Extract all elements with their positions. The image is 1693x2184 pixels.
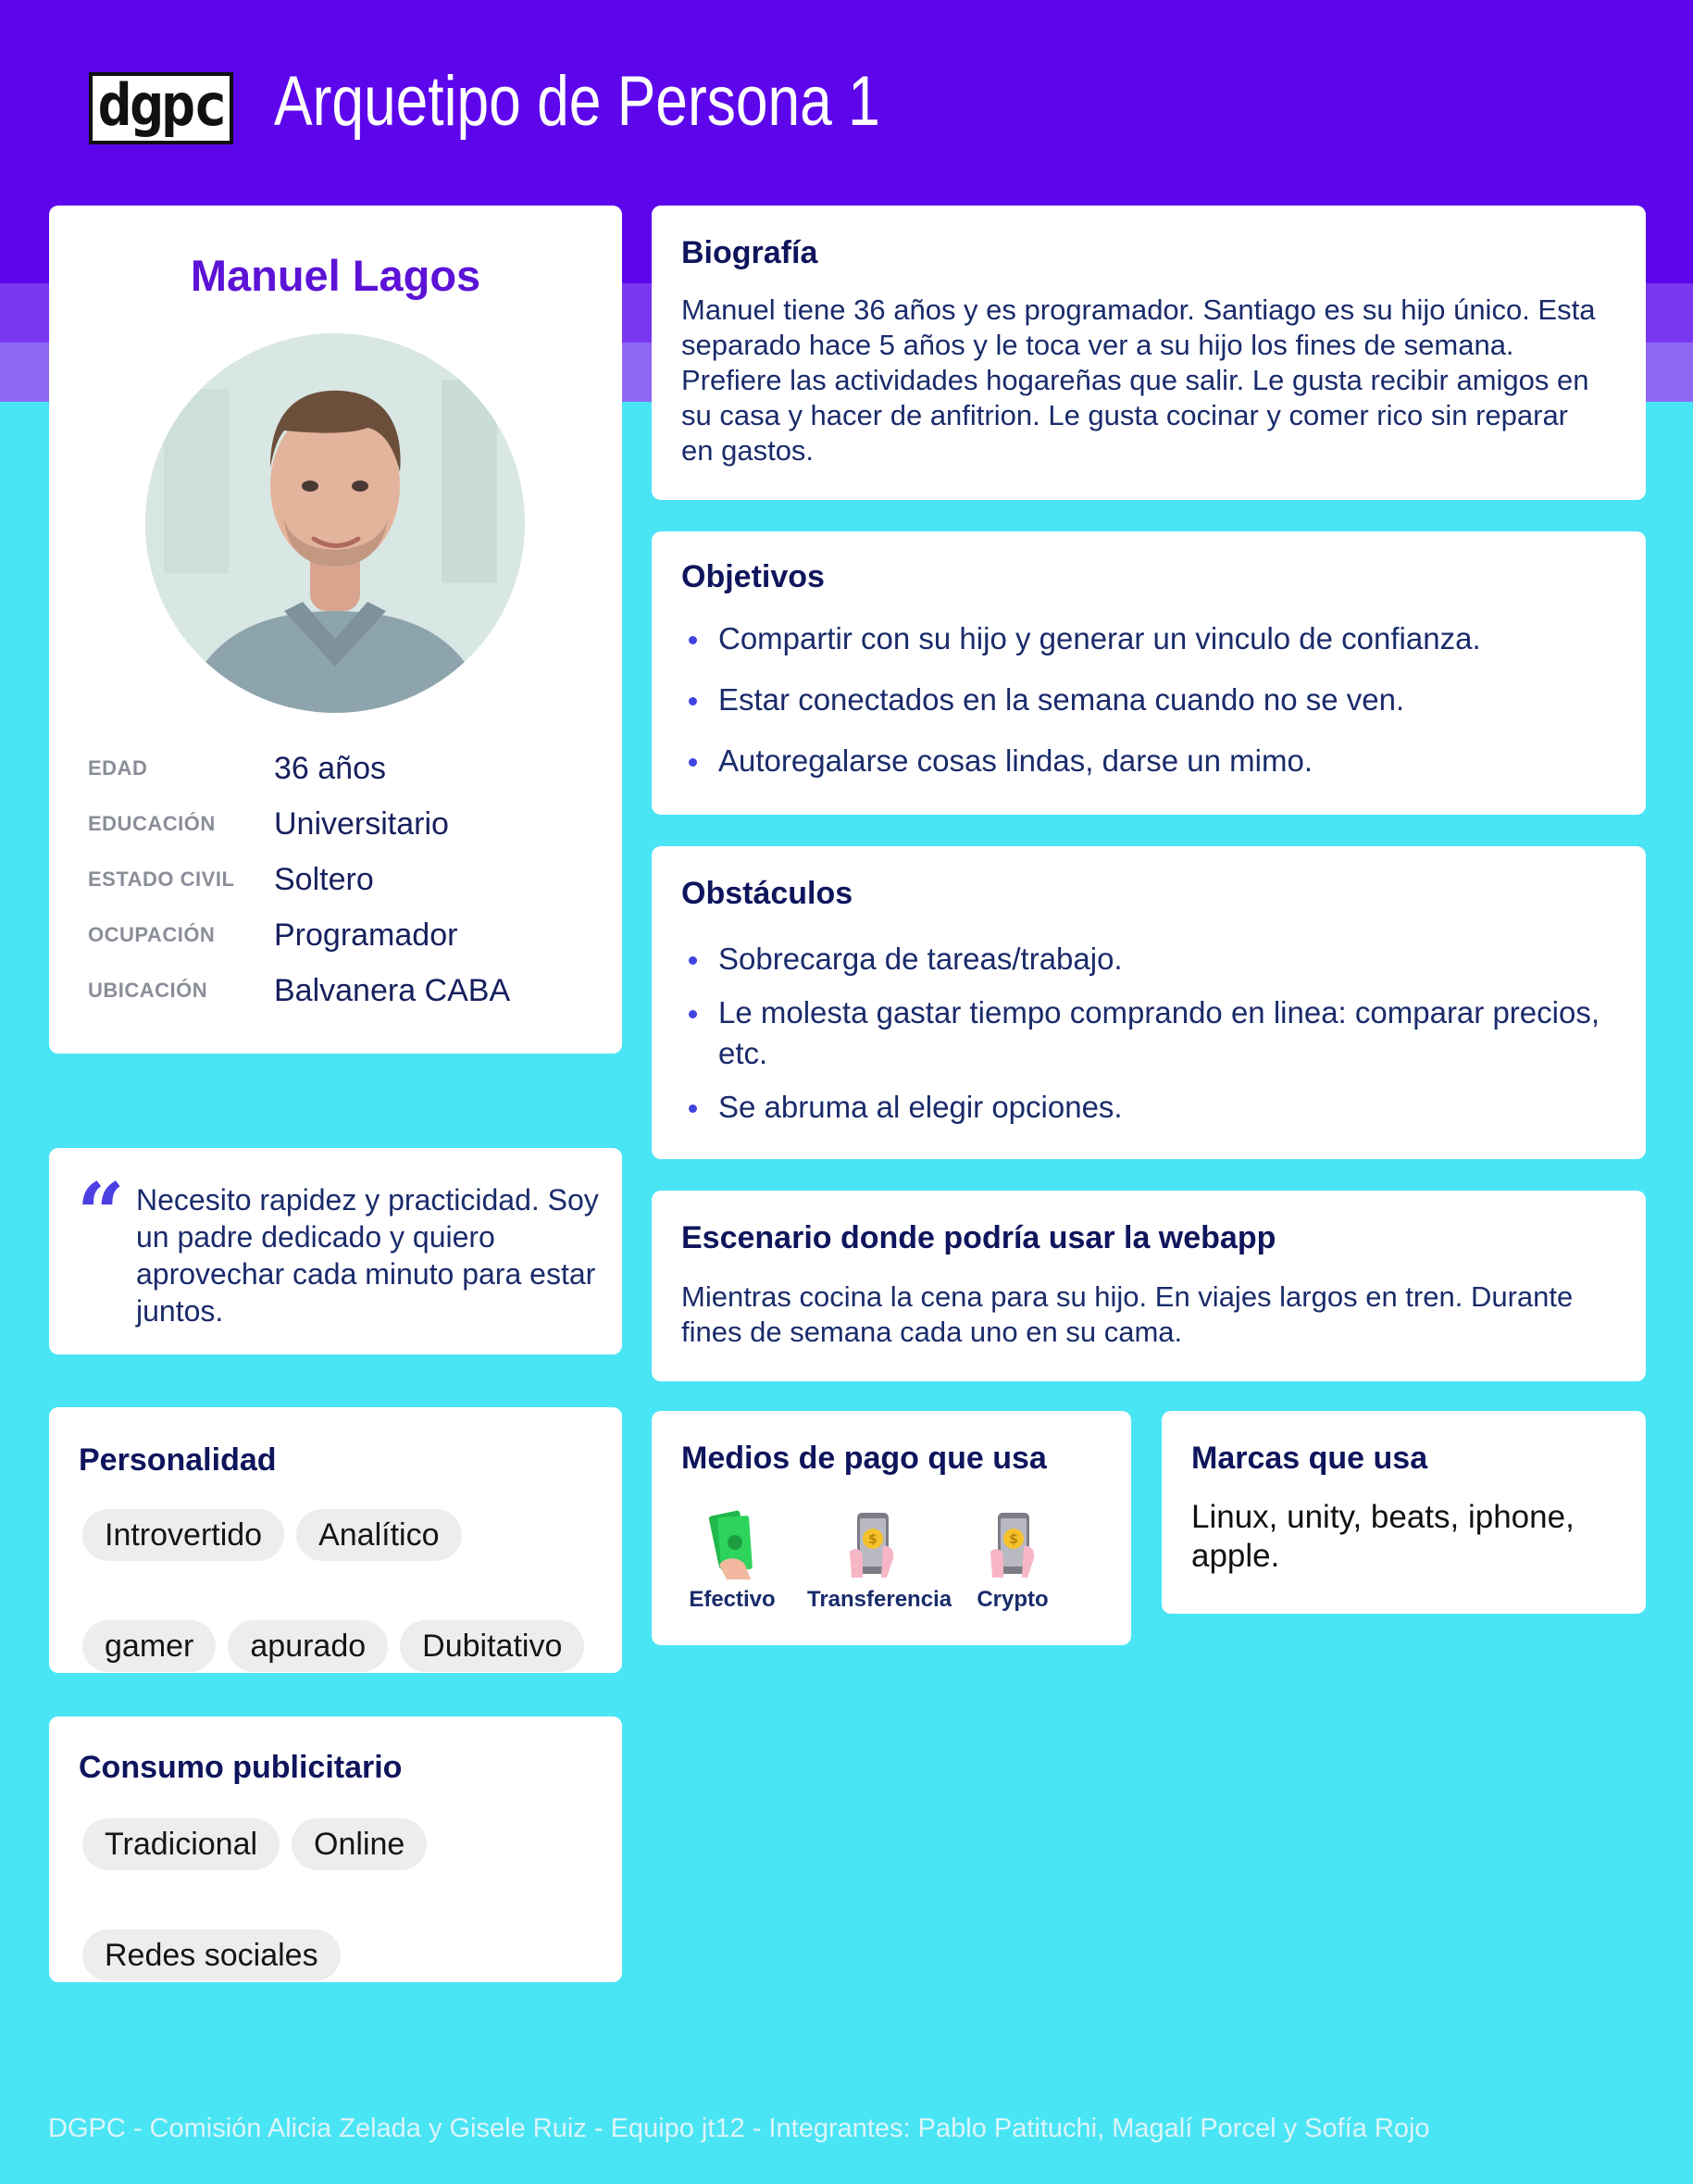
quote-icon: “ bbox=[77, 1165, 125, 1263]
biography-card bbox=[652, 206, 1646, 500]
list-item: Estar conectados en la semana cuando no se ven. bbox=[681, 680, 1625, 720]
detail-row-location bbox=[88, 963, 606, 1018]
svg-text:$: $ bbox=[868, 1532, 878, 1547]
phone-coin-icon bbox=[839, 1509, 905, 1583]
page-title: Arquetipo de Persona 1 bbox=[274, 62, 880, 141]
goals-list bbox=[681, 618, 1625, 802]
section-title: Obstáculos bbox=[681, 876, 853, 911]
detail-label: EDAD bbox=[88, 756, 148, 780]
cash-icon bbox=[699, 1509, 766, 1583]
section-title: Personalidad bbox=[79, 1442, 277, 1478]
payment-label: Transferencia bbox=[807, 1587, 952, 1612]
scenario-text: Mientras cocina la cena para su hijo. En viajes largos en tren. Durante fines de semana cada uno en su cama. bbox=[681, 1280, 1574, 1348]
footer-credits: DGPC - Comisión Alicia Zelada y Gisele Ruiz - Equipo jt12 - Integrantes: Pablo Patituchi, Magalí Porcel y Sofía Rojo bbox=[48, 2114, 1430, 2143]
section-title: Marcas que usa bbox=[1191, 1441, 1428, 1476]
section-title: Medios de pago que usa bbox=[681, 1441, 1047, 1476]
biography-text: Manuel tiene 36 años y es programador. Santiago es su hijo único. Esta separado hace 5 años y le toca ver a su hijo los fines de semana. Prefiere las actividades hogareñas que salir. Le gusta recibir amigos en su casa y hacer de anfitrion. Le gusta cocinar y comer rico sin reparar en gastos. bbox=[681, 293, 1596, 467]
svg-text:$: $ bbox=[1009, 1532, 1018, 1547]
obstacles-list bbox=[681, 939, 1625, 1141]
obstacles-card bbox=[652, 846, 1646, 1159]
tag: gamer bbox=[82, 1620, 216, 1672]
detail-row-occupation bbox=[88, 907, 606, 963]
detail-row-civil-status bbox=[88, 852, 606, 907]
tag: Dubitativo bbox=[400, 1620, 584, 1672]
tag: Analítico bbox=[296, 1509, 461, 1561]
detail-value: Soltero bbox=[274, 861, 374, 897]
detail-label: OCUPACIÓN bbox=[88, 923, 216, 946]
list-item: Autoregalarse cosas lindas, darse un mimo. bbox=[681, 741, 1625, 781]
scenario-card bbox=[652, 1191, 1646, 1381]
goals-card bbox=[652, 531, 1646, 815]
list-item: Compartir con su hijo y generar un vinculo de confianza. bbox=[681, 618, 1625, 659]
tag: Introvertido bbox=[82, 1509, 284, 1561]
brands-card bbox=[1162, 1411, 1646, 1614]
tag: Redes sociales bbox=[82, 1929, 341, 1981]
person-name: Manuel Lagos bbox=[190, 251, 481, 300]
detail-row-education bbox=[88, 796, 606, 852]
list-item: Sobrecarga de tareas/trabajo. bbox=[681, 939, 1625, 980]
dgpc-logo: dgpc bbox=[89, 72, 233, 144]
advertising-card bbox=[49, 1716, 622, 1982]
profile-photo bbox=[145, 333, 525, 713]
tag: Tradicional bbox=[82, 1818, 280, 1870]
payment-label: Crypto bbox=[977, 1587, 1049, 1612]
section-title: Consumo publicitario bbox=[79, 1750, 403, 1785]
detail-value: Universitario bbox=[274, 805, 449, 842]
quote-text: Necesito rapidez y practicidad. Soy un padre dedicado y quiero aprovechar cada minuto para estar juntos. bbox=[136, 1183, 599, 1328]
tag: apurado bbox=[228, 1620, 388, 1672]
personality-card bbox=[49, 1407, 622, 1673]
payment-label: Efectivo bbox=[689, 1587, 776, 1612]
detail-value: 36 años bbox=[274, 750, 386, 786]
detail-value: Programador bbox=[274, 917, 458, 953]
brands-text: Linux, unity, beats, iphone, apple. bbox=[1191, 1499, 1575, 1574]
list-item: Le molesta gastar tiempo comprando en linea: comparar precios, etc. bbox=[681, 992, 1625, 1074]
person-portrait-icon bbox=[145, 333, 525, 713]
payments-card bbox=[652, 1411, 1131, 1645]
phone-coin-icon bbox=[979, 1509, 1046, 1583]
section-title: Escenario donde podría usar la webapp bbox=[681, 1220, 1276, 1255]
tag-list bbox=[82, 1509, 601, 1672]
quote-card bbox=[49, 1148, 622, 1354]
profile-card bbox=[49, 206, 622, 1054]
section-title: Biografía bbox=[681, 235, 818, 270]
tag: Online bbox=[292, 1818, 427, 1870]
payment-method-crypto bbox=[948, 1509, 1077, 1613]
detail-value: Balvanera CABA bbox=[274, 972, 511, 1008]
section-title: Objetivos bbox=[681, 559, 825, 594]
detail-label: EDUCACIÓN bbox=[88, 812, 216, 835]
payment-method-transfer bbox=[807, 1509, 952, 1613]
detail-label: ESTADO CIVIL bbox=[88, 867, 235, 891]
detail-row-age bbox=[88, 741, 606, 796]
detail-label: UBICACIÓN bbox=[88, 979, 208, 1002]
payment-method-cash bbox=[667, 1509, 797, 1613]
profile-details bbox=[88, 741, 606, 1018]
tag-list bbox=[82, 1818, 601, 1981]
list-item: Se abruma al elegir opciones. bbox=[681, 1087, 1625, 1128]
